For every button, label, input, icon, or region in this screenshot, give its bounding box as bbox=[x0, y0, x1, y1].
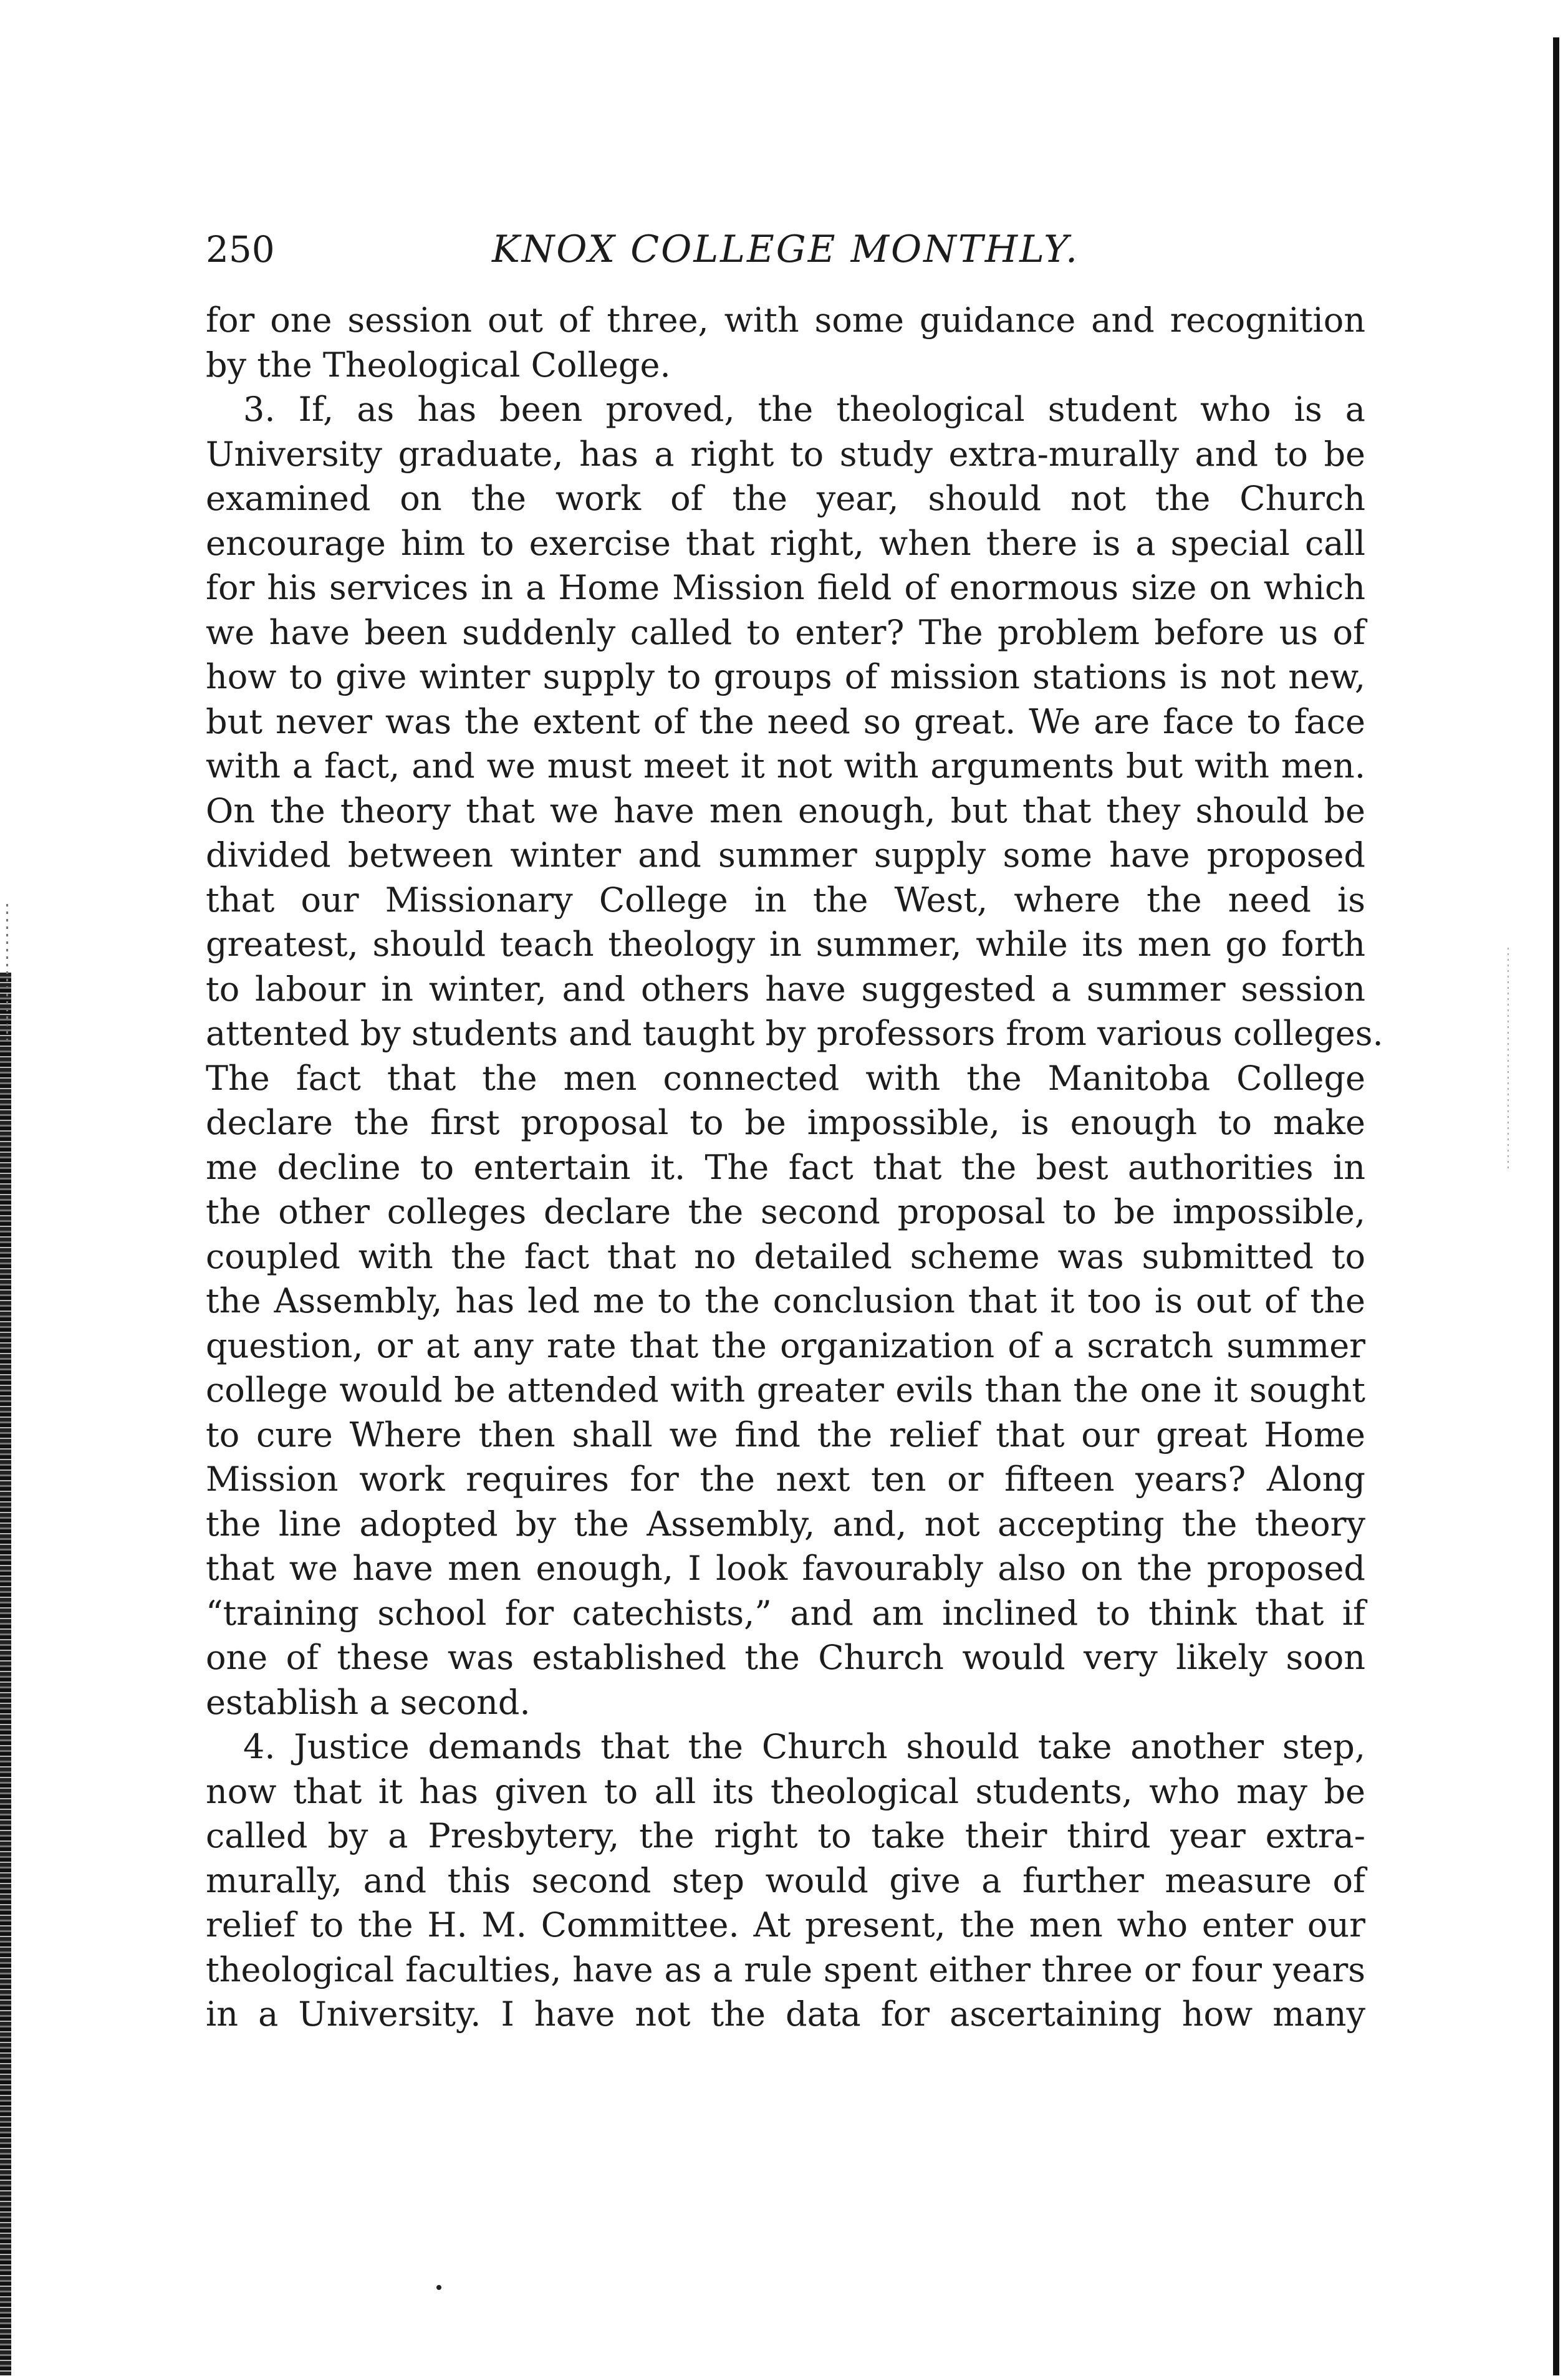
text-line: attented by students and taught by professors from various colleges. bbox=[206, 1014, 1383, 1053]
text-line: we have been suddenly called to enter? The problem before us of bbox=[206, 612, 1365, 652]
text-line: the Assembly, has led me to the conclusion that it too is out of the bbox=[206, 1281, 1365, 1320]
text-line: University graduate, has a right to study extra-murally and to be bbox=[206, 434, 1365, 474]
text-line: that our Missionary College in the West, where the need is bbox=[206, 880, 1365, 920]
text-line: called by a Presbytery, the right to take their third year extra- bbox=[206, 1816, 1365, 1855]
margin-scan-mark bbox=[1508, 948, 1509, 1172]
text-line: how to give winter supply to groups of mission stations is not new, bbox=[206, 657, 1365, 696]
text-line: murally, and this second step would give a further measure of bbox=[206, 1860, 1365, 1900]
text-line: but never was the extent of the need so great. We are face to face bbox=[206, 701, 1365, 741]
text-line: declare the first proposal to be impossible, is enough to make bbox=[206, 1103, 1365, 1142]
text-line: by the Theological College. bbox=[206, 345, 671, 385]
page-edge-left bbox=[0, 973, 11, 2375]
text-line: with a fact, and we must meet it not with arguments but with men. bbox=[206, 746, 1365, 786]
text-line: “training school for catechists,” and am inclined to think that if bbox=[206, 1593, 1365, 1633]
text-line: to labour in winter, and others have suggested a summer session bbox=[206, 969, 1365, 1009]
page-edge-right bbox=[1553, 37, 1559, 2375]
text-line: theological faculties, have as a rule spent either three or four years bbox=[206, 1950, 1365, 1989]
text-line: to cure Where then shall we find the relief that our great Home bbox=[206, 1415, 1365, 1455]
page-header bbox=[206, 224, 1365, 274]
text-line: college would be attended with greater evils than the one it sought bbox=[206, 1370, 1365, 1410]
text-line: that we have men enough, I look favourably also on the proposed bbox=[206, 1549, 1365, 1588]
text-line: encourage him to exercise that right, when there is a special call bbox=[206, 523, 1365, 563]
text-line: examined on the work of the year, should not the Church bbox=[206, 479, 1365, 518]
running-title: KNOX COLLEGE MONTHLY. bbox=[491, 228, 1080, 271]
text-line: in a University. I have not the data for ascertaining how many bbox=[206, 1994, 1365, 2034]
text-line: the other colleges declare the second proposal to be impossible, bbox=[206, 1192, 1365, 1231]
text-line: one of these was established the Church would very likely soon bbox=[206, 1638, 1365, 1677]
page-edge-left-mark bbox=[6, 904, 8, 1041]
stray-ink-dot bbox=[436, 2285, 441, 2290]
text-line: 4. Justice demands that the Church should take another step, bbox=[243, 1727, 1365, 1766]
text-line: coupled with the fact that no detailed scheme was submitted to bbox=[206, 1236, 1365, 1276]
text-line: greatest, should teach theology in summer, while its men go forth bbox=[206, 925, 1365, 964]
text-line: question, or at any rate that the organization of a scratch summer bbox=[206, 1325, 1365, 1365]
text-line: divided between winter and summer supply some have proposed bbox=[206, 835, 1365, 875]
text-line: The fact that the men connected with the Manitoba College bbox=[206, 1058, 1365, 1098]
body-text bbox=[206, 298, 1383, 2037]
text-line: establish a second. bbox=[206, 1682, 531, 1722]
text-line: Mission work requires for the next ten or fifteen years? Along bbox=[206, 1460, 1365, 1499]
text-line: On the theory that we have men enough, but that they should be bbox=[206, 791, 1365, 830]
text-line: for his services in a Home Mission field of enormous size on which bbox=[206, 568, 1365, 607]
text-line: for one session out of three, with some guidance and recognition bbox=[206, 301, 1365, 340]
page-number: 250 bbox=[206, 228, 275, 271]
text-line: now that it has given to all its theological students, who may be bbox=[206, 1771, 1365, 1811]
text-line: 3. If, as has been proved, the theological student who is a bbox=[243, 390, 1365, 429]
text-line: relief to the H. M. Committee. At present, the men who enter our bbox=[206, 1905, 1365, 1945]
text-line: me decline to entertain it. The fact that the best authorities in bbox=[206, 1147, 1365, 1187]
text-line: the line adopted by the Assembly, and, not accepting the theory bbox=[206, 1504, 1365, 1544]
